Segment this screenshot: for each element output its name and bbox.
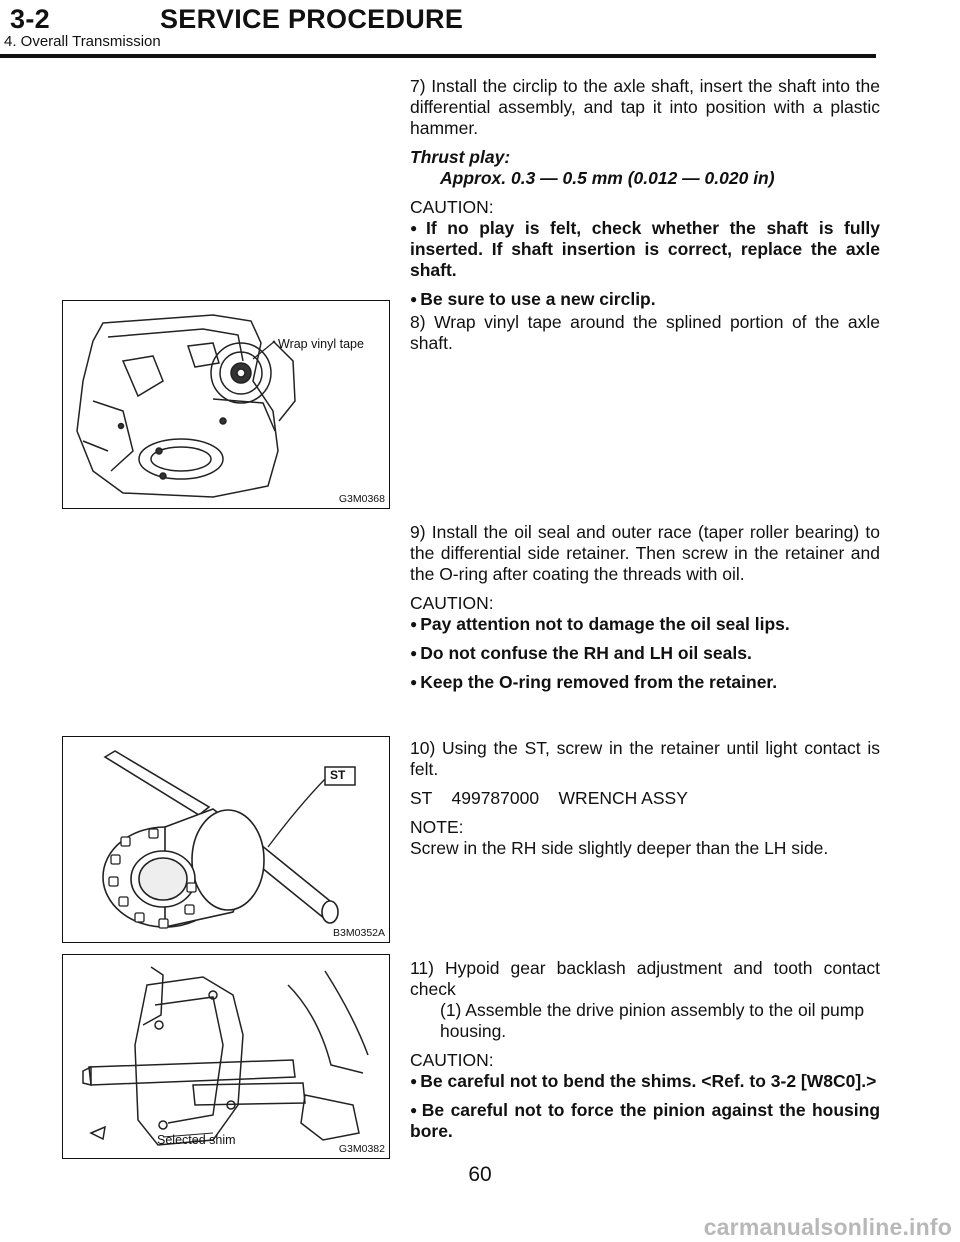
section-number: 3-2 [10, 4, 50, 34]
note-label: NOTE: [410, 817, 464, 837]
st-label: ST [330, 768, 346, 782]
step-10 [410, 738, 880, 867]
subsection-title: 4. Overall Transmission [4, 33, 161, 50]
page-number: 60 [468, 1163, 492, 1186]
wrap-vinyl-tape-label: Wrap vinyl tape [278, 337, 364, 351]
note-text: Screw in the RH side slightly deeper than the LH side. [410, 838, 829, 858]
figure-g3m0382 [62, 954, 390, 1159]
step-11-text: 11) Hypoid gear backlash adjustment and tooth contact check [410, 958, 880, 999]
section-title: SERVICE PROCEDURE [160, 4, 464, 34]
step-10-text: 10) Using the ST, screw in the retainer until light contact is felt. [410, 738, 880, 779]
transmission-case-illustration [63, 301, 389, 508]
figure-code: G3M0382 [338, 1143, 385, 1155]
step-9-caution-3: ● Keep the O-ring removed from the retainer. [410, 672, 880, 693]
step-9 [410, 522, 880, 701]
figure-b3m0352a [62, 736, 390, 943]
step-7-caution-label: CAUTION: [410, 197, 494, 217]
step-8 [410, 312, 880, 362]
step-7-text: 7) Install the circlip to the axle shaft, insert the shaft into the differential assembly, and tap it into position with a plastic hammer. [410, 76, 880, 138]
step-9-caution-1: ● Pay attention not to damage the oil seal lips. [410, 614, 880, 635]
thrust-play-label: Thrust play: [410, 147, 511, 167]
step-11-caution-2: ● Be careful not to force the pinion against the housing bore. [410, 1100, 880, 1142]
step-9-text: 9) Install the oil seal and outer race (taper roller bearing) to the differential side retainer. Then screw in the retainer and the O-ring after coating the threads with oil. [410, 522, 880, 584]
step-11-caution-label: CAUTION: [410, 1050, 494, 1070]
selected-shim-label: Selected shim [157, 1133, 236, 1147]
step-7 [410, 76, 880, 318]
drive-pinion-illustration [63, 955, 389, 1158]
special-tool-line: ST 499787000 WRENCH ASSY [410, 788, 688, 808]
step-9-caution-label: CAUTION: [410, 593, 494, 613]
watermark: carmanualsonline.info [703, 1214, 952, 1240]
header-rule [0, 54, 876, 58]
step-11-caution-1: ● Be careful not to bend the shims. <Ref. to 3-2 [W8C0].> [410, 1071, 880, 1092]
step-7-caution-1: ● If no play is felt, check whether the shaft is fully inserted. If shaft insertion is correct, replace the axle shaft. [410, 218, 880, 281]
figure-code: G3M0368 [338, 493, 385, 505]
thrust-play-value: Approx. 0.3 — 0.5 mm (0.012 — 0.020 in) [440, 168, 775, 188]
step-11-sub-step: (1) Assemble the drive pinion assembly to the oil pump housing. [440, 1000, 865, 1041]
figure-code: B3M0352A [333, 927, 385, 939]
figure-g3m0368 [62, 300, 390, 509]
step-11 [410, 958, 880, 1150]
step-8-text: 8) Wrap vinyl tape around the splined portion of the axle shaft. [410, 312, 880, 353]
step-9-caution-2: ● Do not confuse the RH and LH oil seals. [410, 643, 880, 664]
step-7-caution-2: ● Be sure to use a new circlip. [410, 289, 880, 310]
